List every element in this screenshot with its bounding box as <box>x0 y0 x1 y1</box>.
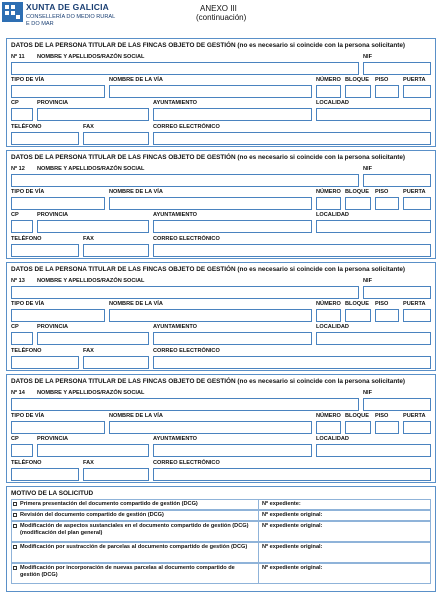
block-field[interactable] <box>345 421 371 434</box>
locality-field[interactable] <box>316 444 431 457</box>
name-field[interactable] <box>11 398 359 411</box>
phone-label: TELÉFONO <box>11 236 42 242</box>
column-divider <box>258 543 259 562</box>
door-label: PUERTA <box>403 189 426 195</box>
org-name: XUNTA DE GALICIA <box>26 2 110 12</box>
nif-field[interactable] <box>363 62 431 75</box>
street-name-field[interactable] <box>109 421 312 434</box>
owner-section-12 <box>6 150 436 259</box>
street-type-label: TIPO DE VÍA <box>11 77 45 83</box>
cp-label: CP <box>11 100 19 106</box>
council-label: AYUNTAMIENTO <box>153 100 198 106</box>
door-field[interactable] <box>403 197 431 210</box>
fax-label: FAX <box>83 348 94 354</box>
street-name-field[interactable] <box>109 309 312 322</box>
nif-label: NIF <box>363 278 373 284</box>
block-label: BLOQUE <box>345 413 369 419</box>
province-label: PROVINCIA <box>37 212 69 218</box>
street-name-label: NOMBRE DE LA VÍA <box>109 189 163 195</box>
file-number-label: Nº expediente: <box>262 501 301 507</box>
owner-number: Nº 14 <box>11 390 25 396</box>
cp-field[interactable] <box>11 220 33 233</box>
file-number-label: Nº expediente original: <box>262 544 323 550</box>
name-label: NOMBRE Y APELLIDOS/RAZÓN SOCIAL <box>37 54 145 60</box>
street-name-field[interactable] <box>109 197 312 210</box>
street-type-field[interactable] <box>11 421 105 434</box>
door-label: PUERTA <box>403 77 426 83</box>
street-type-label: TIPO DE VÍA <box>11 189 45 195</box>
reason-row <box>11 542 431 563</box>
email-field[interactable] <box>153 132 431 145</box>
province-field[interactable] <box>37 444 149 457</box>
street-type-field[interactable] <box>11 197 105 210</box>
number-label: NÚMERO <box>316 77 341 83</box>
floor-field[interactable] <box>375 197 399 210</box>
email-label: CORREO ELECTRÓNICO <box>153 460 220 466</box>
street-name-field[interactable] <box>109 85 312 98</box>
owner-section-13 <box>6 262 436 371</box>
section-title: DATOS DE LA PERSONA TITULAR DE LAS FINCAS OBJETO DE GESTIÓN (no es necesario si coincide con la persona solicitante) <box>11 266 406 273</box>
province-field[interactable] <box>37 220 149 233</box>
door-field[interactable] <box>403 309 431 322</box>
owner-number: Nº 11 <box>11 54 25 60</box>
street-name-label: NOMBRE DE LA VÍA <box>109 77 163 83</box>
reason-checkbox[interactable] <box>13 513 17 517</box>
reason-checkbox[interactable] <box>13 545 17 549</box>
name-label: NOMBRE Y APELLIDOS/RAZÓN SOCIAL <box>37 278 145 284</box>
fax-label: FAX <box>83 460 94 466</box>
column-divider <box>258 522 259 541</box>
owner-number: Nº 13 <box>11 278 25 284</box>
door-field[interactable] <box>403 85 431 98</box>
email-label: CORREO ELECTRÓNICO <box>153 124 220 130</box>
owner-section-11 <box>6 38 436 147</box>
reason-checkbox[interactable] <box>13 524 17 528</box>
council-label: AYUNTAMIENTO <box>153 212 198 218</box>
council-field[interactable] <box>153 332 312 345</box>
council-label: AYUNTAMIENTO <box>153 436 198 442</box>
reason-checkbox[interactable] <box>13 502 17 506</box>
nif-field[interactable] <box>363 398 431 411</box>
province-label: PROVINCIA <box>37 100 69 106</box>
locality-field[interactable] <box>316 220 431 233</box>
email-field[interactable] <box>153 244 431 257</box>
column-divider <box>258 500 259 509</box>
xunta-logo-icon <box>2 2 23 22</box>
name-label: NOMBRE Y APELLIDOS/RAZÓN SOCIAL <box>37 390 145 396</box>
section-title: MOTIVO DE LA SOLICITUD <box>11 490 94 497</box>
cp-field[interactable] <box>11 332 33 345</box>
phone-field[interactable] <box>11 244 79 257</box>
file-number-label: Nº expediente original: <box>262 512 323 518</box>
floor-label: PISO <box>375 301 389 307</box>
floor-label: PISO <box>375 413 389 419</box>
street-type-label: TIPO DE VÍA <box>11 413 45 419</box>
number-field[interactable] <box>316 421 341 434</box>
block-label: BLOQUE <box>345 189 369 195</box>
floor-field[interactable] <box>375 85 399 98</box>
door-label: PUERTA <box>403 301 426 307</box>
door-field[interactable] <box>403 421 431 434</box>
file-number-label: Nº expediente original: <box>262 523 323 529</box>
cp-label: CP <box>11 436 19 442</box>
cp-label: CP <box>11 324 19 330</box>
reason-text: Modificación por sustracción de parcelas al documento compartido de gestión (DCG) <box>20 544 248 550</box>
email-label: CORREO ELECTRÓNICO <box>153 236 220 242</box>
council-field[interactable] <box>153 220 312 233</box>
province-label: PROVINCIA <box>37 436 69 442</box>
fax-field[interactable] <box>83 356 149 369</box>
province-field[interactable] <box>37 108 149 121</box>
fax-field[interactable] <box>83 132 149 145</box>
name-label: NOMBRE Y APELLIDOS/RAZÓN SOCIAL <box>37 166 145 172</box>
section-title: DATOS DE LA PERSONA TITULAR DE LAS FINCAS OBJETO DE GESTIÓN (no es necesario si coincide con la persona solicitante) <box>11 42 406 49</box>
email-field[interactable] <box>153 356 431 369</box>
nif-label: NIF <box>363 390 373 396</box>
owner-number: Nº 12 <box>11 166 25 172</box>
number-label: NÚMERO <box>316 189 341 195</box>
number-field[interactable] <box>316 197 341 210</box>
council-field[interactable] <box>153 108 312 121</box>
name-field[interactable] <box>11 286 359 299</box>
name-field[interactable] <box>11 62 359 75</box>
reason-row <box>11 521 431 542</box>
file-number-label: Nº expediente original: <box>262 565 323 571</box>
block-label: BLOQUE <box>345 301 369 307</box>
cp-field[interactable] <box>11 444 33 457</box>
floor-field[interactable] <box>375 309 399 322</box>
street-name-label: NOMBRE DE LA VÍA <box>109 301 163 307</box>
cp-field[interactable] <box>11 108 33 121</box>
annex-subtitle: (continuación) <box>196 13 247 22</box>
phone-label: TELÉFONO <box>11 460 42 466</box>
reason-text: Primera presentación del documento compartido de gestión (DCG) <box>20 501 198 507</box>
phone-field[interactable] <box>11 356 79 369</box>
province-field[interactable] <box>37 332 149 345</box>
locality-label: LOCALIDAD <box>316 436 349 442</box>
reason-checkbox[interactable] <box>13 566 17 570</box>
door-label: PUERTA <box>403 413 426 419</box>
province-label: PROVINCIA <box>37 324 69 330</box>
reason-row <box>11 510 431 521</box>
locality-field[interactable] <box>316 332 431 345</box>
annex-title: ANEXO III <box>200 4 237 13</box>
phone-label: TELÉFONO <box>11 124 42 130</box>
name-field[interactable] <box>11 174 359 187</box>
council-label: AYUNTAMIENTO <box>153 324 198 330</box>
request-reason-section <box>6 486 436 592</box>
dept-line-2: E DO MAR <box>26 21 54 27</box>
fax-label: FAX <box>83 236 94 242</box>
floor-label: PISO <box>375 77 389 83</box>
block-field[interactable] <box>345 309 371 322</box>
email-label: CORREO ELECTRÓNICO <box>153 348 220 354</box>
locality-label: LOCALIDAD <box>316 212 349 218</box>
reason-text: Modificación por incorporación de nuevas parcelas al documento compartido de gestión (DCG) <box>20 565 235 578</box>
fax-label: FAX <box>83 124 94 130</box>
fax-field[interactable] <box>83 468 149 481</box>
fax-field[interactable] <box>83 244 149 257</box>
cp-label: CP <box>11 212 19 218</box>
phone-label: TELÉFONO <box>11 348 42 354</box>
locality-label: LOCALIDAD <box>316 100 349 106</box>
number-label: NÚMERO <box>316 301 341 307</box>
floor-label: PISO <box>375 189 389 195</box>
floor-field[interactable] <box>375 421 399 434</box>
nif-field[interactable] <box>363 174 431 187</box>
street-name-label: NOMBRE DE LA VÍA <box>109 413 163 419</box>
reason-text: Revisión del documento compartido de gestión (DCG) <box>20 512 164 518</box>
reason-text: Modificación de aspectos sustanciales en el documento compartido de gestión (DCG) (modificación del plan general) <box>20 523 249 536</box>
street-type-field[interactable] <box>11 85 105 98</box>
street-type-label: TIPO DE VÍA <box>11 301 45 307</box>
phone-field[interactable] <box>11 468 79 481</box>
nif-field[interactable] <box>363 286 431 299</box>
number-field[interactable] <box>316 85 341 98</box>
column-divider <box>258 564 259 583</box>
dept-line-1: CONSELLERÍA DO MEDIO RURAL <box>26 14 116 20</box>
council-field[interactable] <box>153 444 312 457</box>
section-title: DATOS DE LA PERSONA TITULAR DE LAS FINCAS OBJETO DE GESTIÓN (no es necesario si coincide con la persona solicitante) <box>11 378 406 385</box>
phone-field[interactable] <box>11 132 79 145</box>
reason-row <box>11 563 431 584</box>
block-field[interactable] <box>345 197 371 210</box>
nif-label: NIF <box>363 166 373 172</box>
number-label: NÚMERO <box>316 413 341 419</box>
owner-section-14 <box>6 374 436 483</box>
locality-field[interactable] <box>316 108 431 121</box>
locality-label: LOCALIDAD <box>316 324 349 330</box>
street-type-field[interactable] <box>11 309 105 322</box>
block-label: BLOQUE <box>345 77 369 83</box>
email-field[interactable] <box>153 468 431 481</box>
block-field[interactable] <box>345 85 371 98</box>
number-field[interactable] <box>316 309 341 322</box>
column-divider <box>258 511 259 520</box>
section-title: DATOS DE LA PERSONA TITULAR DE LAS FINCAS OBJETO DE GESTIÓN (no es necesario si coincide con la persona solicitante) <box>11 154 406 161</box>
reason-row <box>11 499 431 510</box>
nif-label: NIF <box>363 54 373 60</box>
